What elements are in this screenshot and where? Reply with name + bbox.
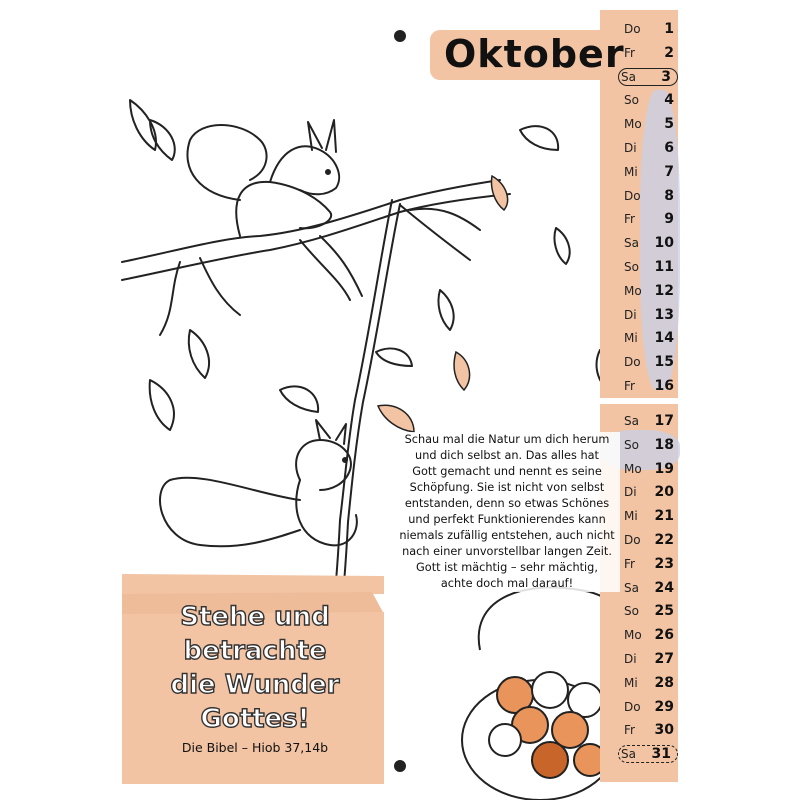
weekday-label: So bbox=[624, 604, 639, 619]
weekday-label: Fr bbox=[624, 212, 635, 227]
weekday-label: Di bbox=[624, 141, 637, 155]
calendar-day-inner bbox=[624, 307, 678, 323]
calendar-day-4 bbox=[622, 89, 678, 111]
verse-line: Stehe und bbox=[180, 602, 330, 632]
calendar-day-inner bbox=[624, 140, 678, 156]
squirrel-top bbox=[236, 182, 331, 236]
day-number: 10 bbox=[654, 235, 674, 252]
calendar-day-inner bbox=[624, 188, 678, 204]
calendar-day-inner bbox=[624, 532, 678, 548]
day-number: 23 bbox=[654, 555, 674, 572]
weekday-label: Sa bbox=[621, 747, 636, 762]
calendar-day-inner bbox=[624, 437, 678, 453]
branch bbox=[122, 180, 500, 262]
day-number: 4 bbox=[664, 92, 674, 109]
day-number: 19 bbox=[654, 460, 674, 477]
calendar-day-inner bbox=[624, 556, 678, 572]
calendar-day-inner bbox=[624, 164, 678, 180]
calendar-day-19 bbox=[622, 458, 678, 480]
day-number: 12 bbox=[654, 282, 674, 299]
day-number: 30 bbox=[654, 722, 674, 739]
weekday-label: Fr bbox=[624, 556, 635, 571]
weekday-label: Do bbox=[624, 22, 641, 36]
calendar-day-inner bbox=[624, 627, 678, 643]
calendar-day-inner bbox=[624, 413, 678, 429]
day-number: 16 bbox=[654, 378, 674, 394]
day-number: 20 bbox=[654, 484, 674, 501]
day-number: 11 bbox=[654, 259, 674, 275]
day-number: 9 bbox=[664, 211, 674, 228]
day-number: 29 bbox=[654, 698, 674, 715]
calendar-day-6 bbox=[622, 137, 678, 159]
calendar-day-20 bbox=[622, 481, 678, 503]
weekday-label: Fr bbox=[624, 723, 635, 738]
weekday-label: Mi bbox=[624, 331, 638, 346]
weekday-label: Sa bbox=[624, 236, 639, 251]
calendar-day-21 bbox=[622, 505, 678, 527]
day-number: 2 bbox=[664, 44, 674, 61]
day-number: 22 bbox=[654, 532, 674, 548]
weekday-label: Mo bbox=[624, 628, 642, 643]
weekday-label: Do bbox=[624, 355, 641, 370]
story-line: und dich selbst an. Das alles hat bbox=[415, 449, 599, 462]
weekday-label: So bbox=[624, 93, 639, 108]
calendar-day-10 bbox=[622, 232, 678, 254]
day-number: 15 bbox=[654, 354, 674, 371]
verse-line: die Wunder bbox=[170, 670, 340, 700]
calendar-day-24 bbox=[622, 577, 678, 599]
story-line: Gott ist mächtig – sehr mächtig, bbox=[416, 561, 598, 574]
weekday-label: Sa bbox=[624, 580, 639, 595]
day-number: 26 bbox=[654, 627, 674, 644]
weekday-label: Mi bbox=[624, 675, 638, 690]
calendar-day-inner bbox=[624, 722, 678, 738]
calendar-day-8 bbox=[622, 185, 678, 207]
story-line: Schau mal die Natur um dich herum bbox=[404, 433, 610, 446]
verse-line: betrachte bbox=[183, 636, 327, 666]
calendar-day-18 bbox=[622, 434, 678, 456]
day-number: 27 bbox=[654, 651, 674, 667]
day-number: 6 bbox=[664, 140, 674, 156]
calendar-day-30 bbox=[622, 719, 678, 741]
day-number: 18 bbox=[654, 436, 674, 453]
weekday-label: Di bbox=[624, 307, 637, 322]
weekday-label: Mo bbox=[624, 461, 642, 476]
calendar-day-inner bbox=[624, 508, 678, 524]
day-number: 28 bbox=[654, 674, 674, 691]
calendar-day-26 bbox=[622, 624, 678, 646]
calendar-day-2 bbox=[622, 42, 678, 64]
calendar-day-inner bbox=[624, 461, 678, 477]
calendar-day-inner bbox=[624, 92, 678, 108]
weekday-label: Fr bbox=[624, 45, 635, 60]
weekday-label: Sa bbox=[621, 69, 636, 84]
story-line: achte doch mal darauf! bbox=[440, 577, 574, 590]
day-number: 31 bbox=[651, 746, 671, 763]
calendar-day-inner bbox=[624, 484, 678, 500]
calendar-day-29 bbox=[622, 696, 678, 718]
calendar-day-7 bbox=[622, 161, 678, 183]
calendar-day-17 bbox=[622, 410, 678, 432]
calendar-day-3 bbox=[622, 66, 678, 88]
calendar-day-inner bbox=[624, 378, 678, 394]
day-number: 13 bbox=[654, 306, 674, 323]
calendar-day-23 bbox=[622, 553, 678, 575]
calendar-day-16 bbox=[622, 375, 678, 397]
weekday-label: Mo bbox=[624, 117, 642, 132]
weekday-label: Fr bbox=[624, 379, 635, 393]
squirrel-bottom bbox=[296, 440, 351, 490]
day-number: 17 bbox=[654, 413, 674, 429]
calendar-day-31 bbox=[622, 743, 678, 765]
verse-title bbox=[140, 600, 370, 736]
day-number: 14 bbox=[654, 330, 674, 347]
weekday-label: So bbox=[624, 260, 639, 274]
calendar-day-inner bbox=[624, 211, 678, 227]
calendar-day-11 bbox=[622, 256, 678, 278]
verse-reference: Die Bibel – Hiob 37,14b bbox=[181, 740, 329, 755]
weekday-label: Mi bbox=[624, 164, 638, 179]
calendar-day-inner bbox=[624, 259, 678, 275]
story-text bbox=[394, 432, 620, 592]
month-title: Oktober bbox=[444, 32, 625, 76]
calendar-day-1 bbox=[622, 18, 678, 40]
calendar-day-14 bbox=[622, 327, 678, 349]
calendar-day-inner bbox=[624, 283, 678, 299]
calendar-day-inner bbox=[624, 675, 678, 691]
day-number: 5 bbox=[664, 116, 674, 133]
weekday-label: Di bbox=[624, 652, 637, 666]
calendar-day-inner bbox=[624, 45, 678, 61]
calendar-day-inner bbox=[624, 116, 678, 132]
weekday-label: Mo bbox=[624, 283, 642, 298]
day-number: 25 bbox=[654, 603, 674, 620]
day-number: 24 bbox=[654, 579, 674, 596]
verse-line: Gottes! bbox=[200, 704, 310, 734]
calendar-day-inner bbox=[624, 330, 678, 346]
calendar-day-28 bbox=[622, 672, 678, 694]
calendar-day-13 bbox=[622, 304, 678, 326]
day-number: 3 bbox=[661, 68, 671, 85]
calendar-day-inner bbox=[624, 354, 678, 370]
calendar-day-9 bbox=[622, 208, 678, 230]
weekday-label: Do bbox=[624, 699, 641, 714]
story-line: nach einer unvorstellbar langen Zeit. bbox=[402, 545, 612, 558]
weekday-label: Sa bbox=[624, 414, 639, 428]
day-number: 21 bbox=[654, 508, 674, 525]
day-number: 8 bbox=[664, 187, 674, 204]
story-line: niemals zufällig entstehen, auch nicht bbox=[399, 529, 615, 542]
calendar-day-25 bbox=[622, 600, 678, 622]
day-number: 1 bbox=[664, 21, 674, 37]
weekday-label: Do bbox=[624, 533, 641, 547]
weekday-label: So bbox=[624, 437, 639, 452]
calendar-day-inner bbox=[624, 21, 678, 37]
day-number: 7 bbox=[664, 163, 674, 180]
calendar-day-22 bbox=[622, 529, 678, 551]
story-line: Schöpfung. Sie ist nicht von selbst bbox=[409, 481, 605, 494]
calendar-day-inner bbox=[624, 235, 678, 251]
calendar-day-15 bbox=[622, 351, 678, 373]
calendar-day-5 bbox=[622, 113, 678, 135]
calendar-day-inner bbox=[624, 580, 678, 596]
story-line: und perfekt Funktionierendes kann bbox=[408, 513, 606, 526]
calendar-day-inner bbox=[618, 68, 678, 86]
weekday-label: Mi bbox=[624, 509, 638, 524]
weekday-label: Di bbox=[624, 485, 637, 500]
weekday-label: Do bbox=[624, 188, 641, 203]
calendar-day-inner bbox=[618, 745, 678, 763]
story-line: entstanden, denn so etwas Schönes bbox=[404, 497, 610, 510]
calendar-day-inner bbox=[624, 603, 678, 619]
calendar-day-27 bbox=[622, 648, 678, 670]
calendar-day-12 bbox=[622, 280, 678, 302]
calendar-day-inner bbox=[624, 651, 678, 667]
story-line: Gott gemacht und nennt es seine bbox=[412, 465, 602, 478]
calendar-day-inner bbox=[624, 699, 678, 715]
